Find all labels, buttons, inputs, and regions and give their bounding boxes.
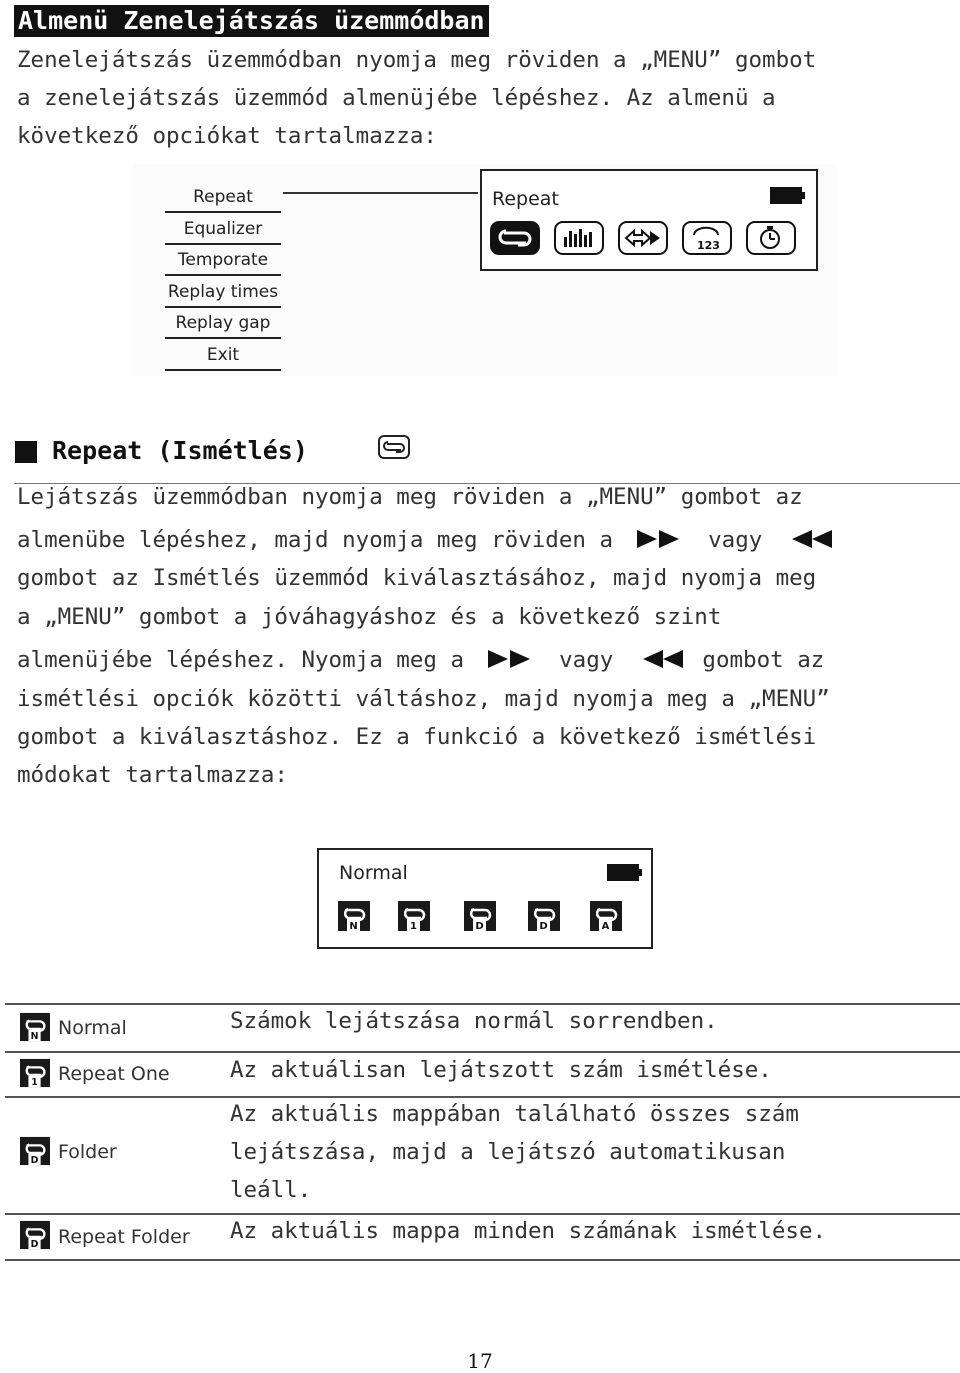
lcd-mode-title: Normal (339, 862, 408, 884)
intro-line-3: következő opciókat tartalmazza: (17, 123, 437, 149)
table-row (5, 1213, 960, 1261)
repeat-icon (490, 221, 540, 255)
intro-line-1: Zenelejátszás üzemmódban nyomja meg röviden a „MENU” gombot (17, 47, 817, 73)
lcd-title: Repeat (492, 188, 559, 210)
repeat-icon (378, 435, 410, 459)
table-row (5, 1003, 960, 1053)
fast-forward-icon (488, 648, 532, 674)
svg-text:1: 1 (410, 921, 417, 932)
body-line-5-start: almenüjébe lépéshez. Nyomja meg a (17, 647, 465, 673)
rewind-icon (790, 528, 834, 554)
body-line-2-vagy: vagy (708, 527, 763, 553)
body-line-1: Lejátszás üzemmódban nyomja meg röviden a „MENU” gombot az (17, 484, 803, 510)
folder-icon (463, 900, 497, 932)
replay-times-icon (682, 221, 732, 255)
svg-text:N: N (30, 1031, 39, 1042)
mode-label: Folder (58, 1141, 117, 1163)
rewind-icon (641, 648, 685, 674)
lcd-screen-repeat-menu (480, 169, 818, 271)
svg-text:D: D (539, 921, 548, 932)
mode-description: Számok lejátszása normál sorrendben. (230, 1008, 718, 1034)
menu-item-replay-gap: Replay gap (165, 310, 281, 339)
body-line-2-start: almenübe lépéshez, majd nyomja meg röviden a (17, 527, 614, 553)
repeat-folder-icon (527, 900, 561, 932)
mode-description: lejátszása, majd a lejátszó automatikusan (230, 1139, 786, 1165)
mode-label: Repeat Folder (58, 1226, 190, 1248)
mode-description: Az aktuális mappában található összes szám (230, 1101, 799, 1127)
section-title: Repeat (Ismétlés) (52, 436, 308, 465)
repeat-all-icon (589, 900, 623, 932)
section-heading: Almenü Zenelejátszás üzemmódban (14, 5, 489, 37)
svg-text:D: D (30, 1155, 39, 1166)
battery-icon (607, 864, 639, 881)
repeat-one-icon (397, 900, 431, 932)
table-bottom-rule (5, 1259, 960, 1261)
body-line-5 (17, 647, 824, 674)
menu-item-temporate: Temporate (165, 247, 281, 276)
mode-description: leáll. (230, 1177, 312, 1203)
menu-item-replay-times: Replay times (165, 279, 281, 308)
svg-text:A: A (601, 921, 610, 932)
connector-line (283, 192, 478, 194)
normal-mode-icon (19, 1012, 51, 1042)
battery-icon (770, 187, 802, 204)
mode-label: Normal (58, 1017, 127, 1039)
table-row (5, 1096, 960, 1215)
body-line-2 (17, 527, 834, 554)
intro-line-2: a zenelejátszás üzemmód almenüjébe lépéshez. Az almenü a (17, 85, 776, 111)
section-bullet (15, 441, 37, 463)
temporate-icon (618, 221, 668, 255)
lcd-screen-repeat-modes (317, 848, 653, 949)
body-line-4: a „MENU” gombot a jóváhagyáshoz és a következő szint (17, 604, 722, 630)
normal-mode-icon (337, 900, 371, 932)
mode-label: Repeat One (58, 1063, 170, 1085)
repeat-folder-icon (19, 1220, 51, 1250)
fast-forward-icon (637, 528, 681, 554)
body-line-7: gombot a kiválasztáshoz. Ez a funkció a következő ismétlési (17, 724, 817, 750)
body-line-3: gombot az Ismétlés üzemmód kiválasztásához, majd nyomja meg (17, 565, 817, 591)
menu-item-equalizer: Equalizer (165, 216, 281, 245)
svg-text:D: D (475, 921, 484, 932)
body-line-8: módokat tartalmazza: (17, 762, 288, 788)
table-row (5, 1051, 960, 1098)
repeat-one-icon (19, 1058, 51, 1088)
replay-gap-icon (746, 221, 796, 255)
equalizer-icon (554, 221, 604, 255)
page-number: 17 (467, 1349, 493, 1373)
folder-icon (19, 1136, 51, 1166)
svg-text:123: 123 (697, 239, 720, 252)
mode-description: Az aktuális mappa minden számának ismétlése. (230, 1218, 827, 1244)
menu-item-repeat: Repeat (165, 184, 281, 213)
body-line-5-end: gombot az (702, 647, 825, 673)
svg-text:1: 1 (31, 1077, 38, 1088)
body-line-6: ismétlési opciók közötti váltáshoz, majd nyomja meg a „MENU” (17, 686, 830, 712)
body-line-5-vagy: vagy (559, 647, 614, 673)
svg-text:D: D (30, 1239, 39, 1250)
svg-text:N: N (349, 921, 358, 932)
menu-item-exit: Exit (165, 342, 281, 371)
mode-description: Az aktuálisan lejátszott szám ismétlése. (230, 1057, 772, 1083)
